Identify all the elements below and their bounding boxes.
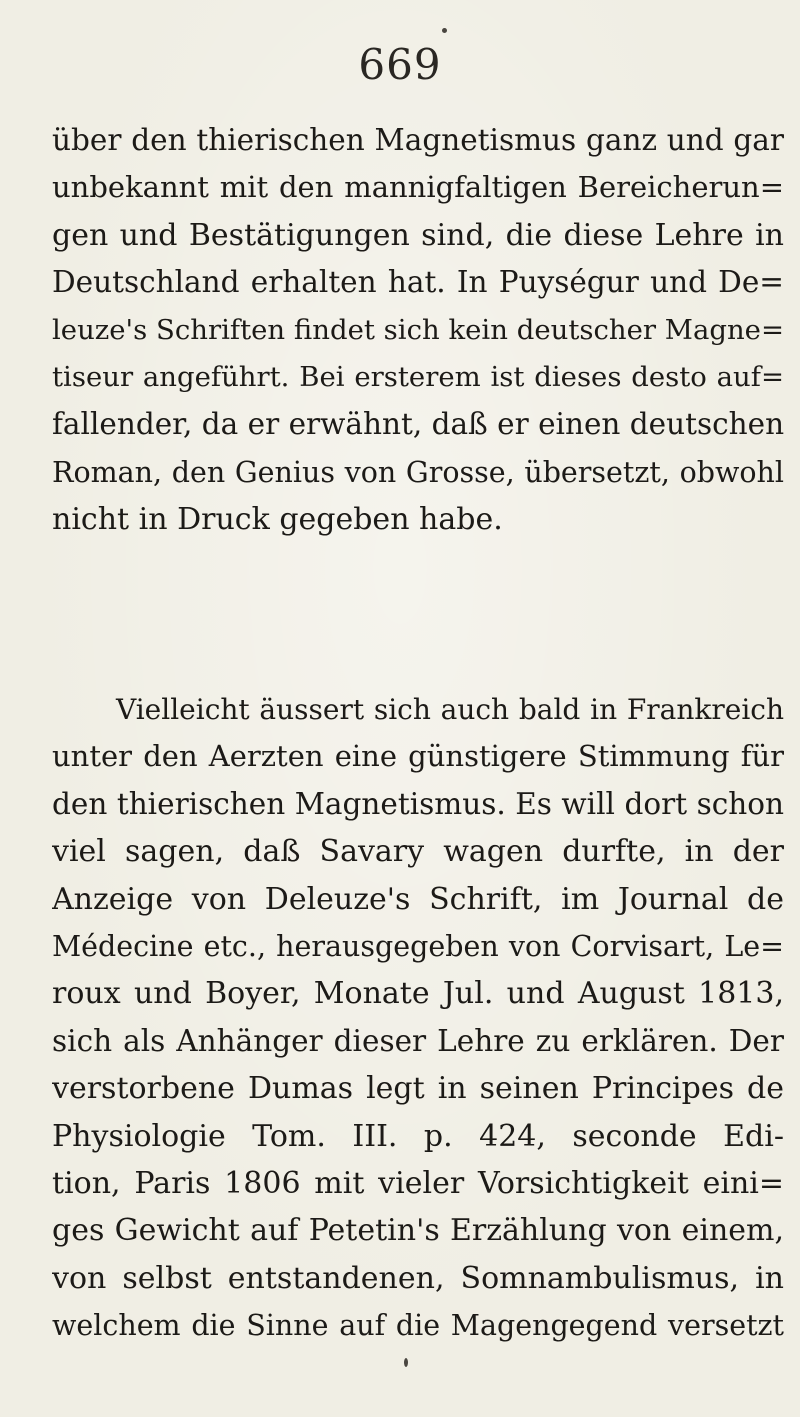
text-line: Deutschland erhalten hat. In Puységur und De= — [52, 265, 784, 300]
ink-speck — [442, 28, 447, 33]
text-line: unbekannt mit den mannigfaltigen Bereicherun= — [52, 170, 784, 205]
text-line: gen und Bestätigungen sind, die diese Lehre in — [52, 217, 784, 253]
ink-speck — [404, 1358, 408, 1367]
paragraph-2 — [52, 686, 784, 1349]
text-line: den thierischen Magnetismus. Es will dort schon — [52, 786, 784, 821]
text-line: unter den Aerzten eine günstigere Stimmung für — [52, 739, 784, 774]
text-line: tion, Paris 1806 mit vieler Vorsichtigkeit eini= — [52, 1165, 784, 1201]
text-line: Roman, den Genius von Grosse, übersetzt, obwohl — [52, 455, 784, 489]
text-line: leuze's Schriften findet sich kein deutscher Magne= — [52, 313, 784, 346]
text-line: von selbst entstandenen, Somnambulismus, in — [52, 1260, 784, 1296]
text-line: Anzeige von Deleuze's Schrift, im Journal de — [52, 881, 784, 917]
paragraph-1 — [52, 117, 784, 544]
text-line: über den thierischen Magnetismus ganz und gar — [52, 123, 784, 157]
text-line: welchem die Sinne auf die Magengegend versetzt — [52, 1309, 784, 1343]
page-number: 669 — [358, 40, 442, 89]
text-line: roux und Boyer, Monate Jul. und August 1813, — [52, 976, 784, 1012]
text-line: Physiologie Tom. III. p. 424, seconde Edi- — [52, 1118, 784, 1154]
text-line: ges Gewicht auf Petetin's Erzählung von einem, — [52, 1213, 784, 1249]
text-line: viel sagen, daß Savary wagen durfte, in der — [52, 834, 784, 870]
text-line: sich als Anhänger dieser Lehre zu erklären. Der — [52, 1023, 784, 1058]
text-line: nicht in Druck gegeben habe. — [52, 502, 503, 538]
text-line: verstorbene Dumas legt in seinen Principes de — [52, 1071, 784, 1107]
text-line: Vielleicht äussert sich auch bald in Frankreich — [116, 693, 784, 726]
text-line: Médecine etc., herausgegeben von Corvisart, Le= — [52, 929, 784, 963]
text-line: tiseur angeführt. Bei ersterem ist dieses desto auf= — [52, 360, 784, 393]
text-line: fallender, da er erwähnt, daß er einen deutschen — [52, 407, 784, 442]
